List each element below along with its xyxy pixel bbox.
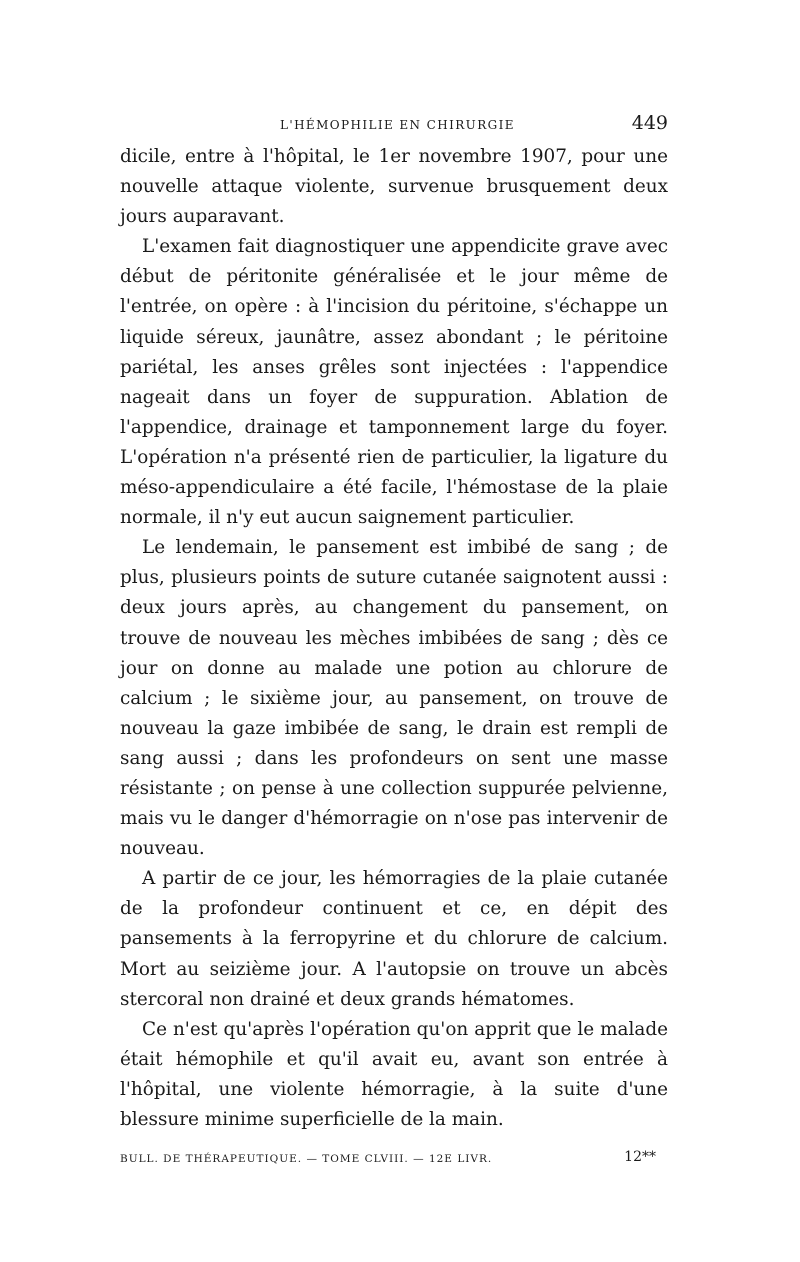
paragraph-examination: L'examen fait diagnostiquer une appendicite grave avec début de péritonite généralisée et le jour même de l'entrée, on opère : à l'incision du péritoine, s'échappe un liquide séreux, jaunâtre, assez abondant ; le péritoine pariétal, les anses grêles sont injectées : l'appendice nageait dans un foyer de suppuration. Ablation de l'appendice, drainage et tamponnement large du foyer. L'opération n'a présenté rien de particulier, la ligature du méso-appendiculaire a été facile, l'hémostase de la plaie normale, il n'y eut aucun saignement particulier.: [120, 236, 668, 529]
paragraph-continuation: dicile, entre à l'hôpital, le 1er novembre 1907, pour une nouvelle attaque violente, survenue brusquement deux jours auparavant.: [120, 146, 668, 228]
journal-imprint: BULL. DE THÉRAPEUTIQUE. — TOME CLVIII. — 12E LIVR.: [120, 1153, 493, 1166]
paragraph-conclusion: Ce n'est qu'après l'opération qu'on apprit que le malade était hémophile et qu'il avait eu, avant son entrée à l'hôpital, une violente hémorragie, à la suite d'une blessure minime superficielle de la main.: [120, 1018, 668, 1130]
body-text: [120, 142, 668, 1135]
running-head: [120, 110, 668, 140]
book-page: [120, 110, 668, 1173]
page-footer: [120, 1149, 668, 1173]
paragraph-outcome: A partir de ce jour, les hémorragies de la plaie cutanée de la profondeur continuent et ce, en dépit des pansements à la ferropyrine et du chlorure de calcium. Mort au seizième jour. A l'autopsie on trouve un abcès stercoral non drainé et deux grands hématomes.: [120, 868, 668, 1010]
paragraph-postoperative: Le lendemain, le pansement est imbibé de sang ; de plus, plusieurs points de suture cutanée saignotent aussi : deux jours après, au changement du pansement, on trouve de nouveau les mèches imbibées de sang ; dès ce jour on donne au malade une potion au chlorure de calcium ; le sixième jour, au pansement, on trouve de nouveau la gaze imbibée de sang, le drain est rempli de sang aussi ; dans les profondeurs on sent une masse résistante ; on pense à une collection suppurée pelvienne, mais vu le danger d'hémorragie on n'ose pas intervenir de nouveau.: [120, 537, 668, 860]
running-title: L'HÉMOPHILIE EN CHIRURGIE: [280, 118, 515, 132]
page-number: 449: [631, 112, 668, 134]
signature-mark: 12**: [624, 1149, 656, 1166]
